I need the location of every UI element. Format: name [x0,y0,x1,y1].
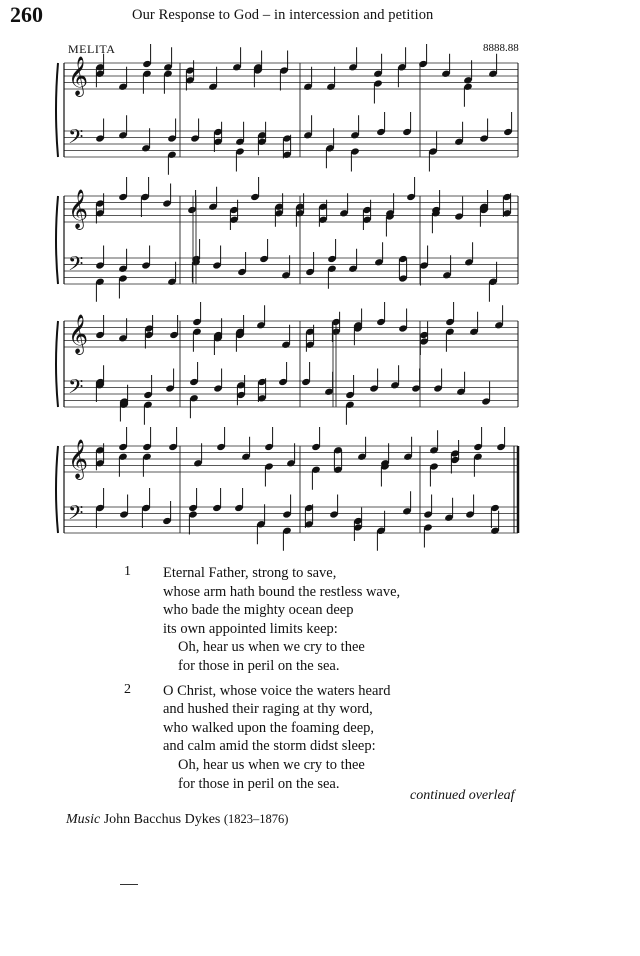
verse-2 [0,682,640,794]
verse-number: 2 [124,681,131,697]
verse-refrain-line: for those in peril on the sea. [178,657,340,674]
hymn-number: 260 [10,2,43,27]
verse-refrain-line: Oh, hear us when we cry to thee [178,756,365,773]
treble-clef-icon: 𝄞 [68,189,89,229]
continued-overleaf: continued overleaf [410,788,515,803]
bass-clef-icon: 𝄢 [68,125,84,153]
verse-1 [0,564,640,676]
verse-line: who bade the mighty ocean deep [163,602,354,619]
verse-line: its own appointed limits keep: [163,620,338,637]
credit-label: Music [66,812,101,827]
system-bracket [56,63,58,157]
music-credit [66,812,288,828]
treble-clef-icon: 𝄞 [68,314,89,354]
bass-clef-icon: 𝄢 [68,252,84,280]
running-head: Our Response to God – in intercession and petition [132,7,434,23]
verse-line: O Christ, whose voice the waters heard [163,682,391,699]
system-bracket [56,321,58,407]
verse-line: and hushed their raging at thy word, [163,701,373,718]
credit-composer: John Bacchus Dykes [103,812,221,827]
verses [0,564,640,799]
tune-name: MELITA [68,42,116,56]
verse-refrain-line: for those in peril on the sea. [178,775,340,792]
system-bracket [56,446,58,533]
verse-line: whose arm hath bound the restless wave, [163,583,401,600]
verse-number: 1 [124,564,131,579]
bass-clef-icon: 𝄢 [68,501,84,529]
verse-refrain-line: Oh, hear us when we cry to thee [178,639,365,656]
bass-clef-icon: 𝄢 [68,375,84,403]
footer-rule [120,884,138,885]
verse-line: who walked upon the foaming deep, [163,719,375,736]
system-bracket [56,196,58,284]
verse-line: Eternal Father, strong to save, [163,565,337,581]
credit-dates: (1823–1876) [223,812,289,826]
verse-line: and calm amid the storm didst sleep: [163,738,376,755]
treble-clef-icon: 𝄞 [68,56,89,96]
treble-clef-icon: 𝄞 [68,439,89,479]
tune-meter: 8888.88 [483,42,519,54]
